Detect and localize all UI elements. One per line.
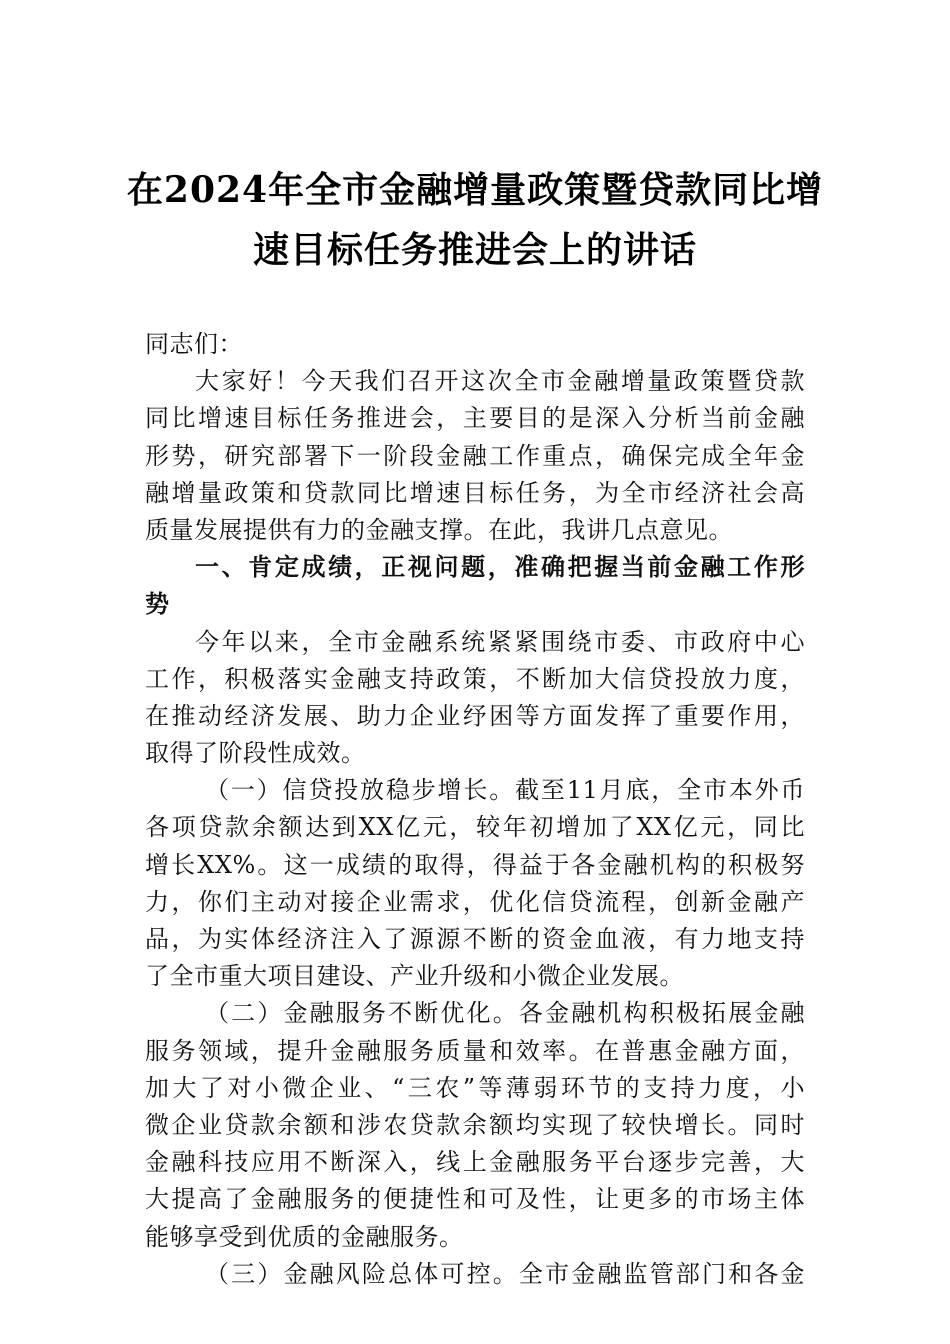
item-3-paragraph: [145, 1256, 805, 1293]
title-line-2: 速目标任务推进会上的讲话: [252, 229, 697, 271]
paragraph-line: 各项贷款余额达到XX亿元，较年初增加了XX亿元，同比: [145, 813, 805, 842]
paragraph-line: 质量发展提供有力的金融支撑。在此，我讲几点意见。: [145, 515, 733, 544]
item-first-line: [145, 1256, 805, 1293]
document-title: [120, 160, 830, 280]
intro-paragraph: [145, 363, 805, 549]
paragraph-line: 增长XX%。这一成绩的取得，得益于各金融机构的积极努: [145, 850, 805, 879]
section-1-paragraph: [145, 624, 805, 773]
paragraph-line: 在推动经济发展、助力企业纾困等方面发挥了重要作用，: [145, 701, 805, 730]
section-1-heading: [145, 549, 805, 623]
item-2-heading: （二）金融服务不断优化。: [205, 999, 519, 1028]
item-1-heading: （一）信贷投放稳步增长。: [205, 776, 516, 805]
paragraph-line: 品，为实体经济注入了源源不断的资金血液，有力地支持: [145, 925, 805, 953]
paragraph-line: 了全市重大项目建设、产业升级和小微企业发展。: [145, 962, 684, 991]
item-1-first-line-text: 截至11月底，全市本外币: [515, 776, 806, 805]
paragraph-line: 大家好！今天我们召开这次全市金融增量政策暨贷款: [195, 367, 805, 396]
item-first-line: [145, 772, 805, 809]
section-heading-line: 一、肯定成绩，正视问题，准确把握当前金融工作形: [195, 553, 805, 582]
section-heading-line: 势: [145, 590, 170, 619]
paragraph-line: 服务领域，提升金融服务质量和效率。在普惠金融方面，: [145, 1036, 805, 1065]
paragraph-line: 大提高了金融服务的便捷性和可及性，让更多的市场主体: [145, 1185, 805, 1214]
item-3-first-line-text: 全市金融监管部门和各金: [518, 1259, 806, 1288]
paragraph-line: 微企业贷款余额和涉农贷款余额均实现了较快增长。同时: [145, 1110, 805, 1139]
paragraph-line: 融增量政策和贷款同比增速目标任务，为全市经济社会高: [145, 478, 805, 507]
paragraph-line: 金融科技应用不断深入，线上金融服务平台逐步完善，大: [145, 1148, 805, 1177]
item-2-paragraph: [145, 995, 805, 1255]
paragraph-line: 能够享受到优质的金融服务。: [145, 1222, 464, 1251]
paragraph-line: 今年以来，全市金融系统紧紧围绕市委、市政府中心: [195, 627, 805, 656]
paragraph-line: 力，你们主动对接企业需求，优化信贷流程，创新金融产: [145, 887, 805, 916]
item-3-heading: （三）金融风险总体可控。: [205, 1259, 519, 1288]
title-line-1: 在2024年全市金融增量政策暨贷款同比增: [126, 169, 824, 211]
paragraph-line: 工作，积极落实金融支持政策，不断加大信贷投放力度，: [145, 664, 805, 693]
item-1-paragraph: [145, 772, 805, 995]
salutation: 同志们：: [145, 330, 243, 358]
item-2-first-line-text: 各金融机构积极拓展金融: [518, 999, 806, 1028]
document-body: [145, 326, 805, 1293]
paragraph-line: 形势，研究部署下一阶段金融工作重点，确保完成全年金: [145, 441, 805, 470]
item-first-line: [145, 995, 805, 1032]
paragraph-line: 同比增速目标任务推进会，主要目的是深入分析当前金融: [145, 404, 805, 433]
paragraph-line: 取得了阶段性成效。: [145, 739, 366, 768]
paragraph-line: 加大了对小微企业、“三农”等薄弱环节的支持力度，小: [145, 1073, 805, 1102]
